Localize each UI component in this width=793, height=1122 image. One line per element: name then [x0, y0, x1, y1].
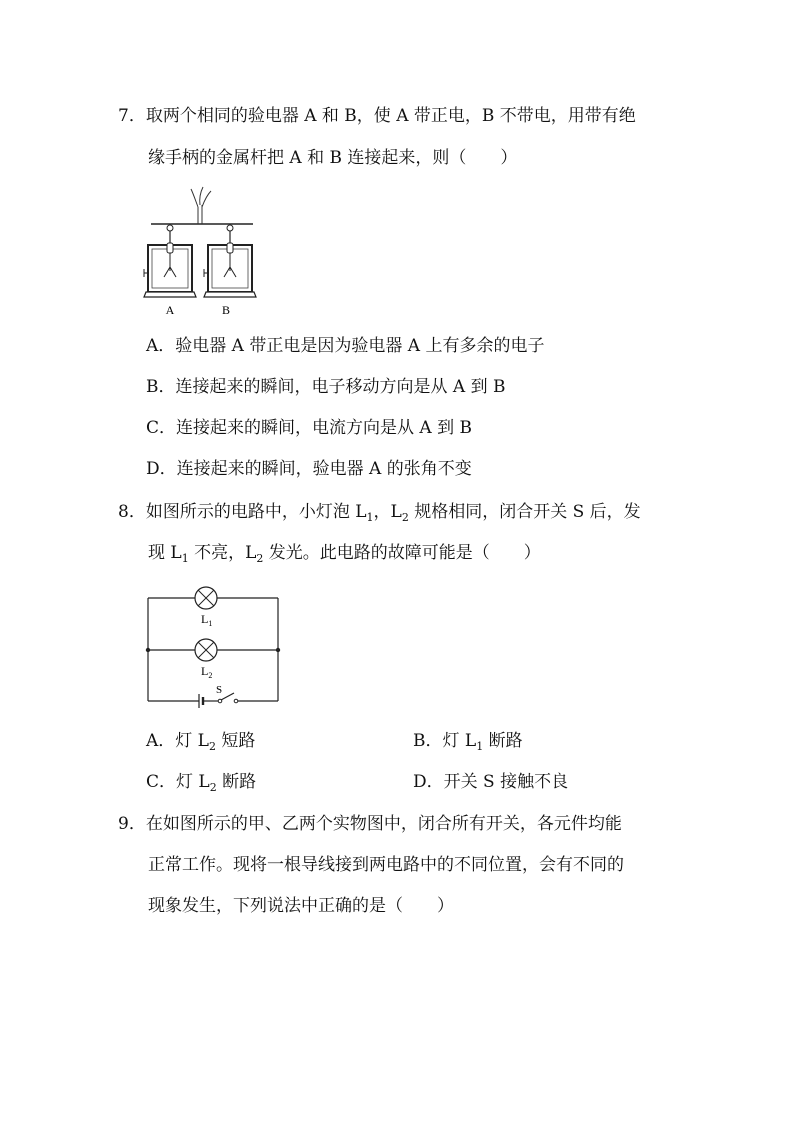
lamp-l1-icon: [195, 587, 217, 609]
label-b: B: [221, 303, 231, 317]
label-a: A: [165, 303, 175, 317]
switch-label: S: [216, 684, 223, 696]
q7-option-a: A．验电器 A 带正电是因为验电器 A 上有多余的电子: [146, 336, 545, 356]
q7-option-c: C．连接起来的瞬间，电流方向是从 A 到 B: [146, 418, 472, 438]
q7-option-b: B．连接起来的瞬间，电子移动方向是从 A 到 B: [146, 377, 506, 397]
q8-option-d: D．开关 S 接触不良: [413, 772, 569, 792]
lamp-l1-label: $L_1$: [201, 612, 213, 628]
q8-option-c: C．灯 $L_2$ 断路: [146, 772, 257, 794]
q9-stem-line2: 正常工作。现将一根导线接到两电路中的不同位置，会有不同的: [148, 855, 624, 875]
electroscope-a: [144, 225, 196, 297]
q9-stem-line3: 现象发生，下列说法中正确的是（ ）: [148, 896, 454, 916]
q8-option-a: A．灯 $L_2$ 短路: [146, 731, 256, 753]
q8-stem-line2: 现 $L_1$ 不亮，$L_2$ 发光。此电路的故障可能是（ ）: [148, 543, 541, 565]
lamp-l2-icon: [195, 639, 217, 661]
q8-circuit-diagram: [140, 582, 285, 707]
q7-stem-line1: 7．取两个相同的验电器 A 和 B，使 A 带正电，B 不带电，用带有绝: [118, 106, 636, 126]
q9-stem-line1: 9．在如图所示的甲、乙两个实物图中，闭合所有开关，各元件均能: [118, 814, 622, 834]
electroscope-b: [204, 225, 256, 297]
q7-option-d: D．连接起来的瞬间，验电器 A 的张角不变: [146, 459, 472, 479]
q7-electroscope-figure: [135, 185, 265, 320]
battery-icon: [199, 694, 203, 708]
q8-option-b: B．灯 $L_1$ 断路: [413, 731, 523, 753]
q7-stem-line2: 缘手柄的金属杆把 A 和 B 连接起来，则（ ）: [148, 148, 518, 168]
lamp-l2-label: $L_2$: [201, 664, 213, 680]
q8-stem-line1: 8．如图所示的电路中，小灯泡 $L_1$，$L_2$ 规格相同，闭合开关 S 后，发: [118, 502, 641, 524]
